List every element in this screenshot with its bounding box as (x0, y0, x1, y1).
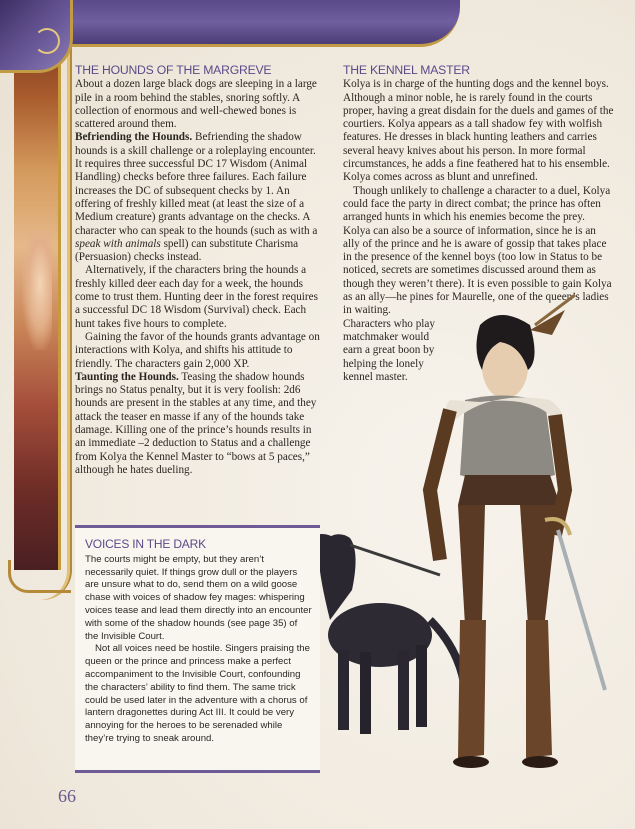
decorative-frame (0, 0, 72, 600)
sidebar-paragraph: Not all voices need be hostile. Singers praising the queen or the prince and princess make a perfect accompaniment to the Invisible Court, confounding the characters’ ability to find them. The same trick could be used later in the adventure with a chorus of lantern dragonettes during Act III. It could be very annoying for the heroes to be serenaded while they’re trying to sneak around. (85, 643, 310, 744)
swirl-ornament-icon (34, 28, 60, 54)
sidebar-paragraph: The courts might be empty, but they aren’t necessarily quiet. If things grow dull or the players are unsure what to do, send them on a wild goose chase with voices of shadow fey mages: whispering voices tease and lead them directly into an encounter with some of the shadow hounds (see page 35) of the Invisible Court. (85, 553, 312, 642)
spell-name: speak with animals (75, 237, 161, 250)
paragraph-wrapped: Characters who play matchmaker would earn a great boon by helping the lonely kennel master. (343, 317, 435, 383)
paragraph: Alternatively, if the characters bring the hounds a freshly killed deer each day for a week, the hounds come to trust them. Hunting deer in the forest requires a successful DC 18 Wisdom (Survival) check. Each hunt takes five hours to complete. (75, 264, 318, 330)
paragraph: Gaining the favor of the hounds grants advantage on interactions with Kolya, and shifts his attitude to friendly. The characters gain 2,000 XP. (75, 330, 320, 370)
sidebar-box (75, 525, 320, 773)
corner-ornament (0, 0, 73, 73)
paragraph-text: Befriending the shadow hounds is a skill challenge or a roleplaying encounter. It requires three successful DC 17 Wisdom (Animal Handling) checks before three failures. Each failure increases the DC of subsequent checks by 1. An offering of freshly killed meat (at least the size of a Medium creature) grants advantage on the checks. A character who can speak to the hounds (such as with a (75, 131, 318, 237)
left-column (75, 64, 320, 477)
paragraph: Though unlikely to challenge a character to a duel, Kolya could face the party in direct combat; the prince has often arranged hunts in which his enemies become the prey. Kolya can also be a source of information, since he is an ally of the prince and he is aware of gossip that takes place in the presence of the kennel boys (too low in Status to be noticed, secrets are sometimes discussed around them as though they weren’t there). It is even possible to gain Kolya as an ally—he pines for Maurelle, one of the queen’s ladies in waiting. (343, 184, 612, 317)
page-number: 66 (58, 786, 76, 806)
paragraph-text: spell) can substitute Charisma (Persuasion) checks instead. (75, 237, 299, 264)
paragraph-befriending (75, 131, 320, 264)
decorative-frame-corner (8, 560, 71, 593)
lead-in: Befriending the Hounds. (75, 131, 193, 144)
hound-figure (304, 534, 465, 734)
paragraph: Kolya is in charge of the hunting dogs and the kennel boys. Although a minor noble, he is rarely found in the courts proper, having a great disdain for the duels and games of the courtiers. Kolya appears as a tall shadow fey with wolfish features. He dresses in black hunting leathers and carries several heavy knives about his person. In more formal circumstances, he adds a fine feathered hat to his ensemble. Kolya comes across as blunt and unrefined. (343, 78, 614, 184)
paragraph-text: Teasing the shadow hounds brings no Status penalty, but it is very foolish: 2d6 hounds are present in the stables at any time, and they attack the teaser en masse if any of the hounds take damage. Killing one of the prince’s hounds results in an immediate –2 deduction to Status and a challenge from Kolya the Kennel Master to “bows at 5 paces,” although he hates dueling. (75, 370, 317, 476)
section-heading-hounds: THE HOUNDS OF THE MARGREVE (75, 63, 272, 77)
section-heading-kennel-master: THE KENNEL MASTER (343, 63, 470, 77)
kolya-illustration (290, 290, 610, 790)
lead-in: Taunting the Hounds. (75, 370, 179, 383)
kolya-figure (430, 295, 605, 768)
sidebar-heading: VOICES IN THE DARK (85, 537, 206, 551)
paragraph: About a dozen large black dogs are sleeping in a large pile in a room behind the stables, snoring softly. A collection of enormous and well-chewed bones is scattered around them. (75, 78, 317, 131)
paragraph-taunting (75, 371, 320, 477)
